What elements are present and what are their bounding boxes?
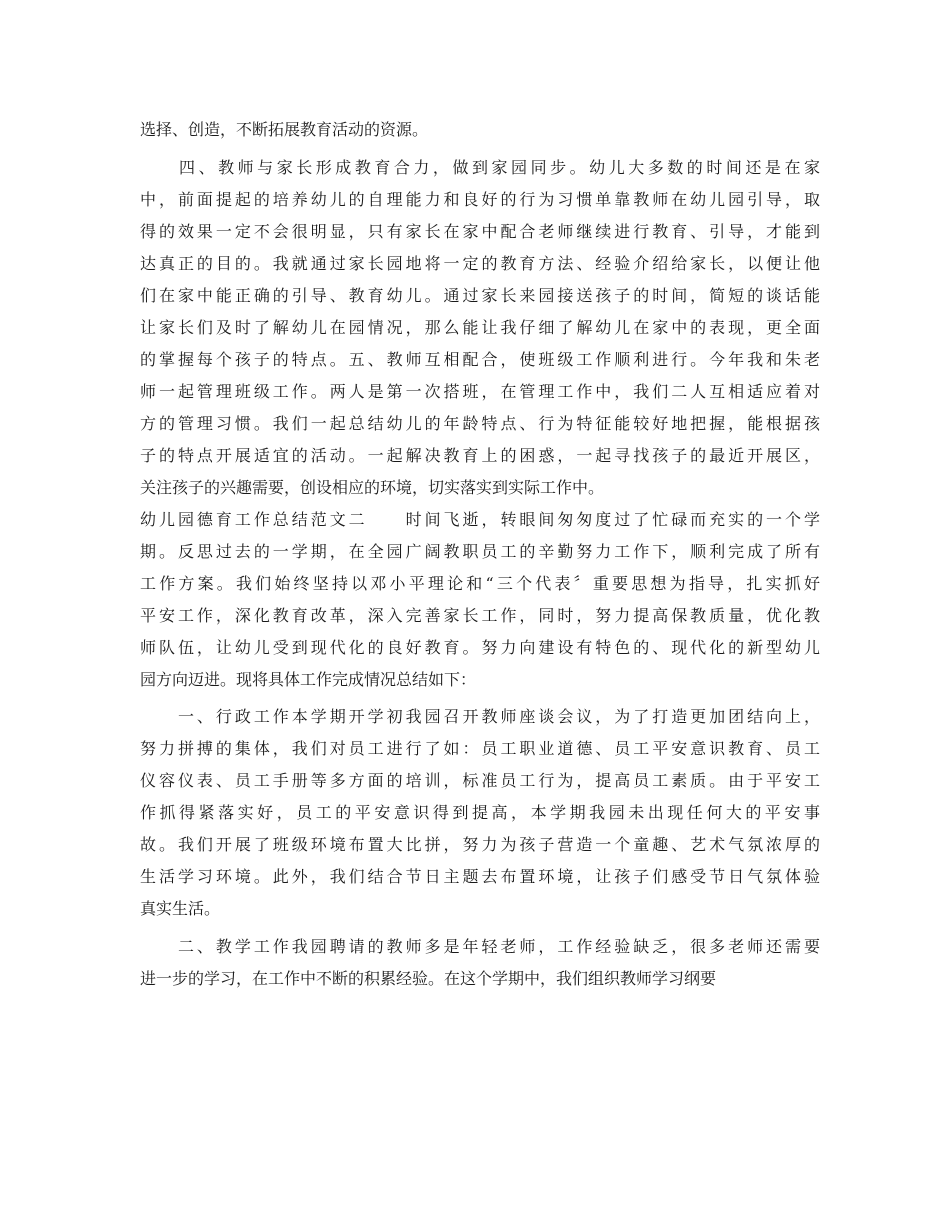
text-line: 进一步的学习，在工作中不断的积累经验。在这个学期中，我们组织教师学习纲要 — [140, 969, 717, 988]
text-line: 故。我们开展了班级环境布置大比拼，努力为孩子营造一个童趣、艺术气氛浓厚的 — [140, 835, 820, 854]
text-line: 二、教学工作我园聘请的教师多是年轻老师，工作经验缺乏，很多老师还需要 — [140, 937, 820, 956]
text-line: 期。反思过去的一学期，在全园广阔教职员工的辛勤努力工作下，顺利完成了所有 — [140, 542, 820, 561]
text-line: 师一起管理班级工作。两人是第一次搭班，在管理工作中，我们二人互相适应着对 — [140, 382, 820, 401]
text-line: 的掌握每个孩子的特点。五、教师互相配合，使班级工作顺利进行。今年我和朱老 — [140, 350, 820, 369]
text-line: 选择、创造，不断拓展教育活动的资源。 — [140, 120, 429, 139]
text-line: 四、教师与家长形成教育合力，做到家园同步。幼儿大多数的时间还是在家 — [140, 158, 820, 177]
text-line: 努力拼搏的集体，我们对员工进行了如：员工职业道德、员工平安意识教育、员工 — [140, 739, 820, 758]
text-line: 关注孩子的兴趣需要，创设相应的环境，切实落实到实际工作中。 — [140, 478, 605, 497]
text-line: 们在家中能正确的引导、教育幼儿。通过家长来园接送孩子的时间，简短的谈话能 — [140, 286, 820, 305]
text-line: 幼儿园德育工作总结范文二 时间飞逝，转眼间匆匆度过了忙碌而充实的一个学 — [140, 510, 820, 529]
text-line: 师队伍，让幼儿受到现代化的良好教育。努力向建设有特色的、现代化的新型幼儿 — [140, 638, 820, 657]
body-text — [140, 114, 820, 995]
text-line: 得的效果一定不会很明显，只有家长在家中配合老师继续进行教育、引导，才能到 — [140, 222, 820, 241]
text-line: 生活学习环境。此外，我们结合节日主题去布置环境，让孩子们感受节日气氛体验 — [140, 867, 820, 886]
text-line: 子的特点开展适宜的活动。一起解决教育上的困惑，一起寻找孩子的最近开展区， — [140, 446, 820, 465]
text-line: 仪容仪表、员工手册等多方面的培训，标准员工行为，提高员工素质。由于平安工 — [140, 771, 820, 790]
text-line: 作抓得紧落实好，员工的平安意识得到提高，本学期我园未出现任何大的平安事 — [140, 803, 820, 822]
text-line: 让家长们及时了解幼儿在园情况，那么能让我仔细了解幼儿在家中的表现，更全面 — [140, 318, 820, 337]
text-line: 一、行政工作本学期开学初我园召开教师座谈会议，为了打造更加团结向上， — [140, 707, 820, 726]
text-line: 方的管理习惯。我们一起总结幼儿的年龄特点、行为特征能较好地把握，能根据孩 — [140, 414, 820, 433]
text-line: 达真正的目的。我就通过家长园地将一定的教育方法、经验介绍给家长，以便让他 — [140, 254, 820, 273]
text-line: 工作方案。我们始终坚持以邓小平理论和“三个代表〞重要思想为指导，扎实抓好 — [140, 574, 820, 593]
text-line: 中，前面提起的培养幼儿的自理能力和良好的行为习惯单靠教师在幼儿园引导，取 — [140, 190, 820, 209]
text-line: 园方向迈进。现将具体工作完成情况总结如下： — [140, 670, 477, 689]
text-line: 真实生活。 — [140, 899, 221, 918]
text-line: 平安工作，深化教育改革，深入完善家长工作，同时，努力提高保教质量，优化教 — [140, 606, 820, 625]
